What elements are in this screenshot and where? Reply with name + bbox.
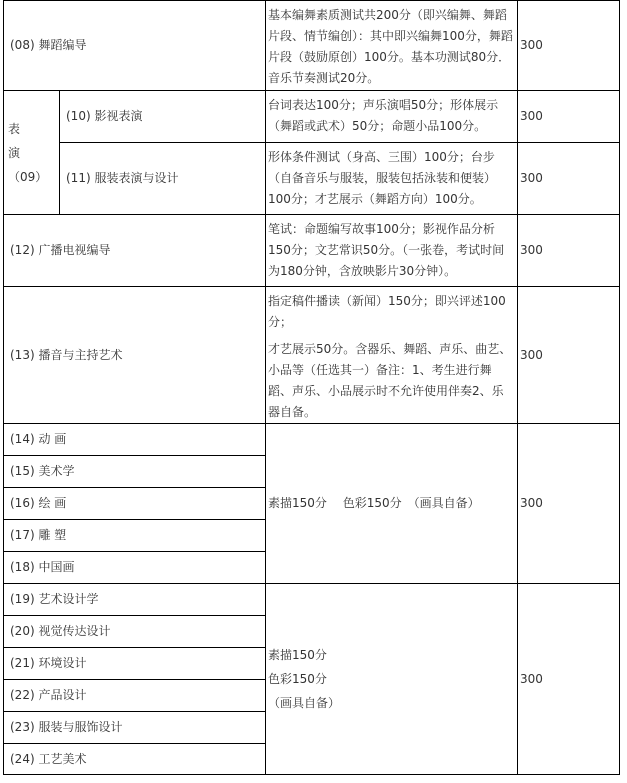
program-name: (19) 艺术设计学 (10, 592, 99, 606)
requirements-cell (265, 0, 517, 90)
group-label-line: 演 (8, 145, 21, 160)
program-name-cell (3, 487, 265, 519)
requirements-line: 色彩150分 (268, 672, 327, 686)
score-cell (517, 423, 620, 583)
program-name-cell (3, 423, 265, 455)
program-name: (10) 影视表演 (66, 109, 143, 123)
program-name-cell (3, 615, 265, 647)
requirements-line: （画具自备） (268, 696, 341, 710)
total-score: 300 (520, 243, 543, 257)
program-name: (20) 视觉传达设计 (10, 624, 111, 638)
group-label-line: （09） (8, 169, 48, 184)
score-cell (517, 142, 620, 214)
score-cell (517, 90, 620, 142)
program-name-cell (3, 679, 265, 711)
total-score: 300 (520, 347, 543, 362)
program-name: (16) 绘 画 (10, 496, 67, 510)
score-cell (517, 214, 620, 286)
program-name-cell (3, 711, 265, 743)
program-name-cell (3, 455, 265, 487)
requirements-text: 基本编舞素质测试共200分（即兴编舞、舞蹈片段、情节编创）：其中即兴编舞100分，舞蹈片段（鼓励原创）100分。基本功测试80分．音乐节奏测试20分。 (268, 8, 513, 85)
score-cell (517, 583, 620, 775)
program-name-cell (3, 0, 265, 90)
program-name: (14) 动 画 (10, 432, 67, 446)
requirements-cell (265, 286, 517, 423)
program-name: (21) 环境设计 (10, 656, 87, 670)
score-cell (517, 286, 620, 423)
total-score: 300 (520, 38, 543, 52)
program-name: (08) 舞蹈编导 (10, 38, 87, 52)
score-cell (517, 0, 620, 90)
program-name: (15) 美术学 (10, 464, 75, 478)
requirements-text: 指定稿件播读（新闻）150分；即兴评述100分； (268, 294, 506, 329)
requirements-cell (265, 423, 517, 583)
program-name: (24) 工艺美术 (10, 751, 87, 766)
group-label-line: 表 (8, 121, 21, 136)
requirements-cell (265, 90, 517, 142)
requirements-cell (265, 142, 517, 214)
requirements-cell (265, 583, 517, 775)
requirements-text: 笔试：命题编写故事100分；影视作品分析150分；文艺常识50分。（一张卷，考试时间为180分钟，含放映影片30分钟）。 (268, 222, 505, 278)
program-name: (18) 中国画 (10, 560, 75, 574)
requirements-text: 台词表达100分；声乐演唱50分；形体展示（舞蹈或武术）50分；命题小品100分。 (268, 98, 499, 133)
program-name-cell (3, 551, 265, 583)
program-name: (11) 服装表演与设计 (66, 171, 179, 185)
program-name-cell (59, 142, 265, 214)
program-name: (17) 雕 塑 (10, 528, 67, 542)
program-name-cell (3, 519, 265, 551)
requirements-cell (265, 214, 517, 286)
requirements-text (268, 643, 340, 715)
requirements-line: 素描150分 (268, 648, 327, 662)
total-score: 300 (520, 109, 543, 123)
program-name-cell (3, 286, 265, 423)
requirements-text: 才艺展示50分。含器乐、舞蹈、声乐、曲艺、小品等（任选其一）备注：1、考生进行舞蹈、声乐、小品展示时不允许使用伴奏2、乐器自备。 (268, 342, 512, 419)
requirements-text: 素描150分 色彩150分 （画具自备） (268, 496, 480, 510)
program-name: (12) 广播电视编导 (10, 243, 111, 257)
total-score: 300 (520, 671, 543, 686)
group-label (4, 117, 47, 189)
requirements-text: 形体条件测试（身高、三围）100分；台步（自备音乐与服装，服装包括泳装和便装）100分；才艺展示（舞蹈方向）100分。 (268, 150, 497, 206)
group-label-cell (3, 90, 59, 214)
program-name-cell (3, 583, 265, 615)
program-name: (13) 播音与主持艺术 (10, 347, 123, 362)
program-name-cell (3, 743, 265, 775)
program-name-cell (59, 90, 265, 142)
program-name-cell (3, 647, 265, 679)
program-name: (22) 产品设计 (10, 688, 87, 702)
total-score: 300 (520, 496, 543, 510)
program-name-cell (3, 214, 265, 286)
program-name: (23) 服装与服饰设计 (10, 720, 123, 734)
total-score: 300 (520, 171, 543, 185)
